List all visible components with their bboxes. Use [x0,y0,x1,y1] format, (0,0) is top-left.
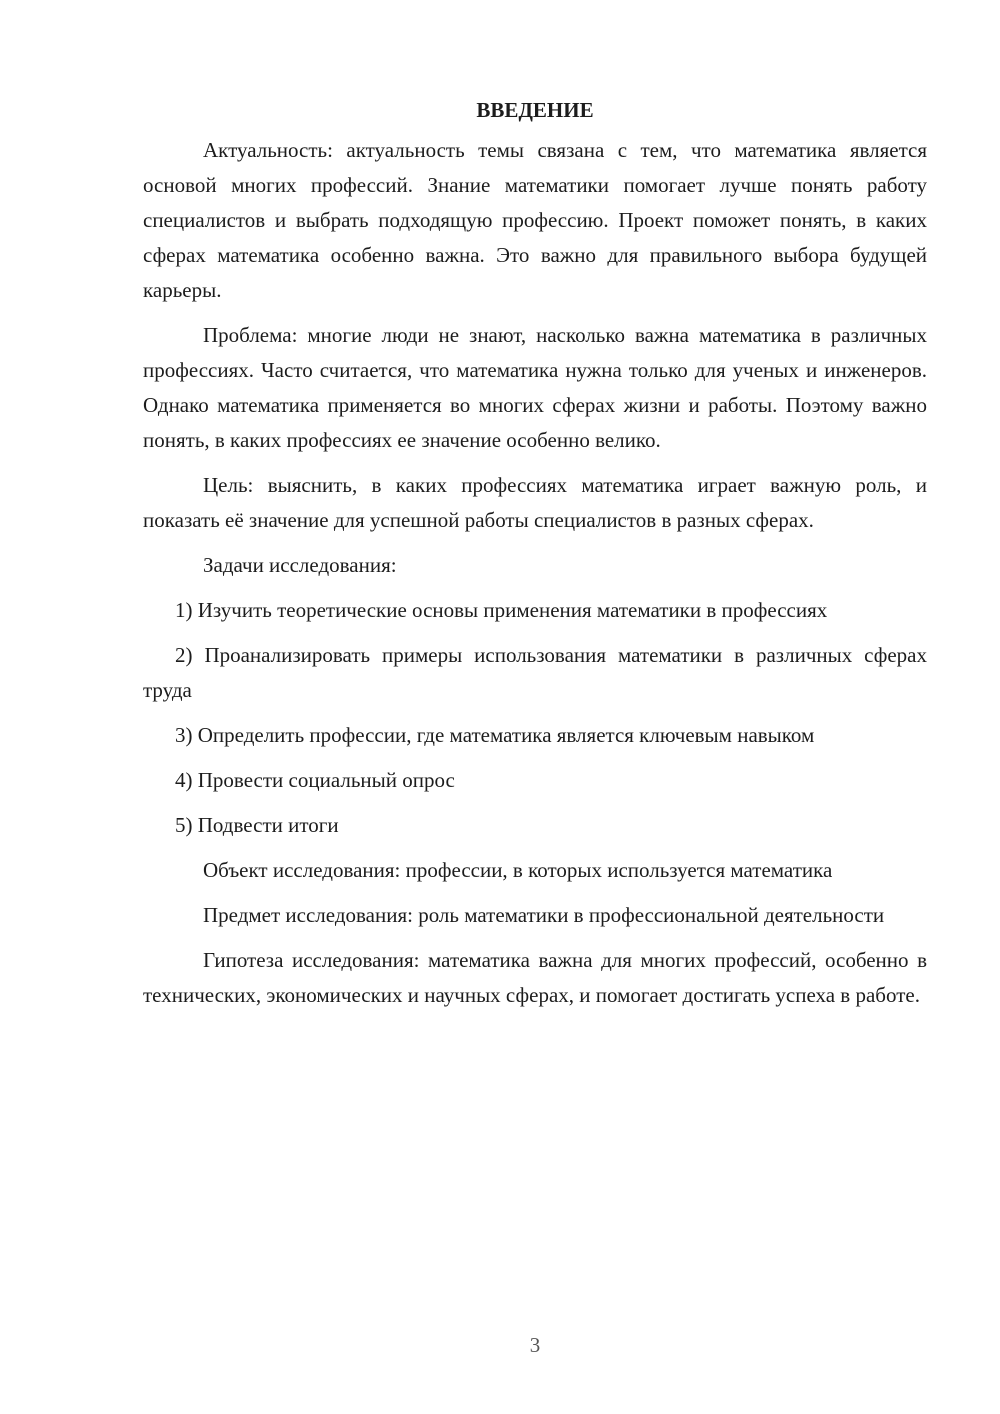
task-item-3: 3) Определить профессии, где математика является ключевым навыком [175,723,815,747]
page-content [143,93,927,1013]
relevance-paragraph: Актуальность: актуальность темы связана с тем, что математика является основой многих профессий. Знание математики помогает лучше понять работу специалистов и выбрать подходящую профессию. Проект поможет понять, в каких сферах математика особенно важна. Это важно для правильного выбора будущей карьеры. [143,138,927,302]
task-item-4: 4) Провести социальный опрос [175,768,455,792]
task-item-5: 5) Подвести итоги [175,813,339,837]
section-title: ВВЕДЕНИЕ [476,98,594,122]
goal-paragraph: Цель: выяснить, в каких профессиях математика играет важную роль, и показать её значение для успешной работы специалистов в разных сферах. [143,473,927,532]
page-number: 3 [529,1333,541,1357]
problem-paragraph: Проблема: многие люди не знают, насколько важна математика в различных профессиях. Часто считается, что математика нужна только для ученых и инженеров. Однако математика применяется во многих сферах жизни и работы. Поэтому важно понять, в каких профессиях ее значение особенно велико. [143,323,927,452]
task-item-1: 1) Изучить теоретические основы применения математики в профессиях [175,598,828,622]
tasks-heading: Задачи исследования: [203,553,397,577]
subject-paragraph: Предмет исследования: роль математики в профессиональной деятельности [203,903,885,927]
object-paragraph: Объект исследования: профессии, в которых используется математика [203,858,833,882]
task-item-2: 2) Проанализировать примеры использования математики в различных сферах труда [143,643,927,702]
hypothesis-paragraph: Гипотеза исследования: математика важна для многих профессий, особенно в технических, экономических и научных сферах, и помогает достигать успеха в работе. [143,948,927,1007]
